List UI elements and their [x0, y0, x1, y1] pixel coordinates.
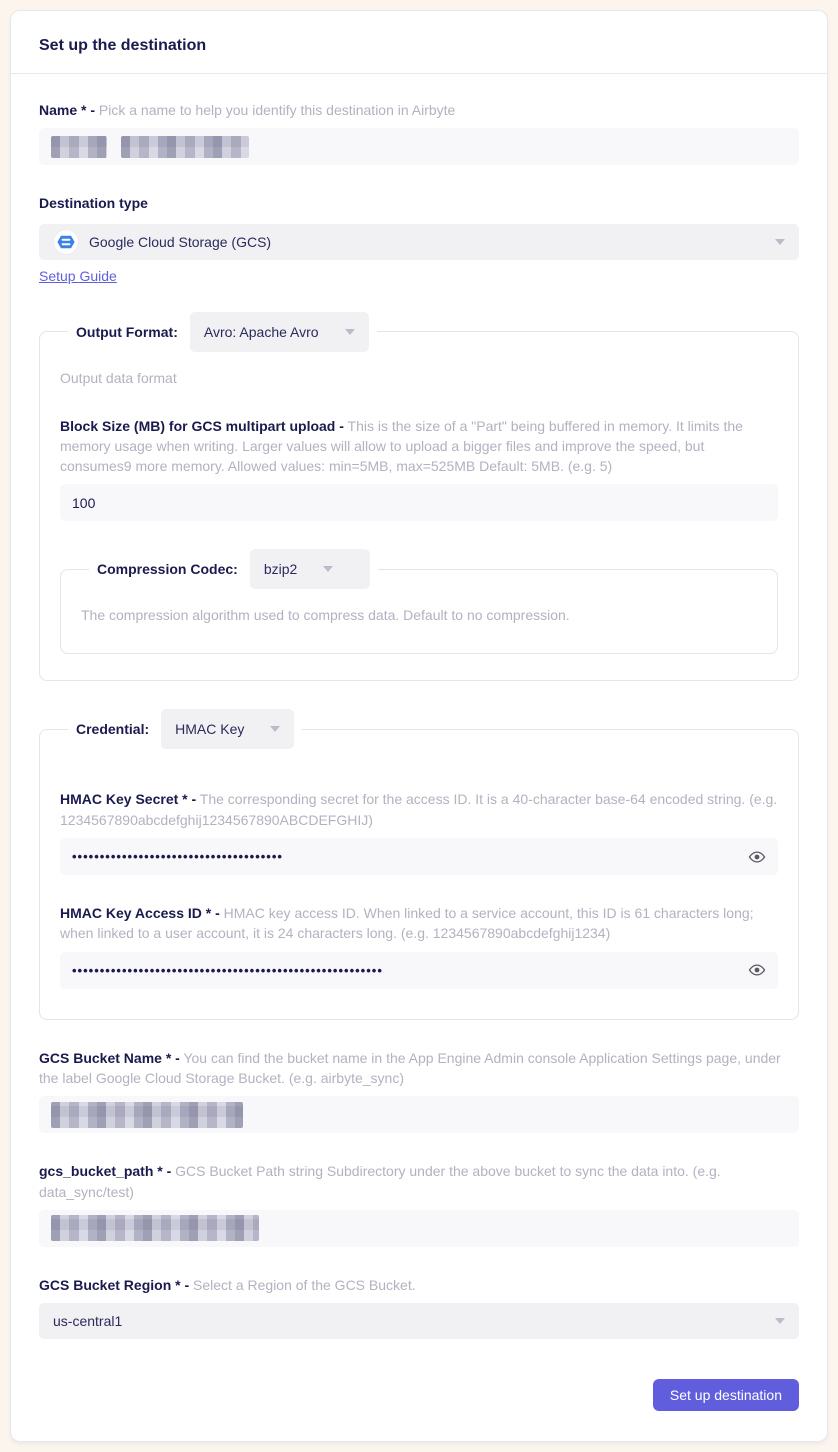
output-format-legend — [68, 312, 377, 352]
bucket-path-field-label — [39, 1161, 799, 1202]
name-input[interactable] — [39, 128, 799, 165]
bucket-region-description: Select a Region of the GCS Bucket. — [193, 1276, 416, 1293]
setup-destination-card — [10, 10, 828, 1442]
bucket-path-description: GCS Bucket Path string Subdirectory under the above bucket to sync the data into. (e.g. data_sync/test) — [39, 1163, 721, 1200]
chevron-down-icon — [775, 1318, 785, 1324]
eye-icon[interactable] — [748, 848, 766, 866]
bucket-region-select[interactable] — [39, 1303, 799, 1339]
compression-codec-select[interactable] — [250, 549, 370, 589]
bucket-name-input[interactable] — [39, 1096, 799, 1133]
redacted-name-value-1 — [51, 136, 107, 158]
bucket-name-description: You can find the bucket name in the App Engine Admin console Application Settings page, under the label Google Cloud Storage Bucket. (e.g. airbyte_sync) — [39, 1049, 781, 1086]
hmac-access-id-field-label — [60, 903, 778, 944]
chevron-down-icon — [323, 566, 333, 572]
compression-codec-fieldset — [60, 549, 778, 654]
redacted-bucket-path-value — [51, 1215, 259, 1241]
eye-icon[interactable] — [748, 961, 766, 979]
hmac-secret-masked-value: •••••••••••••••••••••••••••••••••••••• — [72, 849, 283, 865]
block-size-description: This is the size of a "Part" being buffered in memory. It limits the memory usage when writing. Larger values will allow to upload a bigger files and improve the speed, but consumes9 more memory. Allowed values: min=5MB, max=525MB Default: 5MB. (e.g. 5) — [60, 417, 743, 475]
compression-codec-legend — [89, 549, 378, 589]
hmac-secret-field-label — [60, 789, 778, 830]
card-header — [11, 11, 827, 74]
hmac-secret-input[interactable] — [60, 838, 778, 875]
credential-legend — [68, 709, 302, 749]
bucket-name-label: GCS Bucket Name * - — [39, 1049, 180, 1066]
compression-codec-value: bzip2 — [263, 561, 298, 578]
hmac-access-id-group — [60, 903, 778, 989]
hmac-access-id-label: HMAC Key Access ID * - — [60, 905, 220, 922]
bucket-region-value: us-central1 — [53, 1313, 123, 1330]
output-format-value: Avro: Apache Avro — [203, 323, 319, 340]
hmac-access-id-description: HMAC key access ID. When linked to a service account, this ID is 61 characters long; when linked to a user account, it is 24 characters long. (e.g. 1234567890abcdefghij1234) — [60, 905, 754, 942]
block-size-group — [60, 416, 778, 522]
hmac-access-id-input[interactable] — [60, 952, 778, 989]
name-label: Name * - — [39, 102, 96, 118]
block-size-label: Block Size (MB) for GCS multipart upload - — [60, 417, 344, 434]
gcs-logo-icon — [53, 229, 79, 255]
bucket-name-group — [39, 1048, 799, 1134]
bucket-name-field-label — [39, 1048, 799, 1089]
hmac-secret-group — [60, 789, 778, 875]
credential-value: HMAC Key — [175, 721, 245, 738]
bucket-region-field-label — [39, 1275, 799, 1295]
destination-type-select[interactable] — [39, 224, 799, 260]
block-size-field-label — [60, 416, 778, 477]
output-format-select[interactable] — [190, 312, 369, 352]
setup-destination-button[interactable]: Set up destination — [653, 1379, 799, 1411]
redacted-bucket-name-value — [51, 1102, 243, 1128]
bucket-path-label: gcs_bucket_path * - — [39, 1163, 172, 1180]
compression-codec-hint: The compression algorithm used to compress data. Default to no compression. — [81, 607, 570, 624]
output-format-fieldset — [39, 312, 799, 682]
hmac-secret-label: HMAC Key Secret * - — [60, 791, 197, 808]
bucket-region-group — [39, 1275, 799, 1339]
bucket-path-group — [39, 1161, 799, 1247]
name-field-group — [39, 100, 799, 165]
card-body — [11, 74, 827, 1441]
destination-type-group — [39, 193, 799, 283]
block-size-input[interactable] — [60, 484, 778, 521]
redacted-name-value-2 — [121, 136, 249, 158]
hmac-access-id-masked-value: •••••••••••••••••••••••••••••••••••••••••••••••••••••••• — [72, 962, 383, 978]
card-footer — [39, 1379, 799, 1411]
credential-label: Credential: — [76, 721, 150, 738]
output-format-label: Output Format: — [76, 323, 178, 340]
credential-fieldset — [39, 709, 799, 1019]
name-description: Pick a name to help you identify this destination in Airbyte — [98, 102, 456, 118]
hmac-secret-description: The corresponding secret for the access ID. It is a 40-character base-64 encoded string. (e.g. 1234567890abcdefghij1234567890ABCDEFGHIJ) — [60, 791, 778, 828]
name-field-label — [39, 100, 799, 120]
destination-type-value: Google Cloud Storage (GCS) — [89, 233, 272, 250]
destination-type-label: Destination type — [39, 195, 148, 212]
compression-codec-label: Compression Codec: — [97, 561, 238, 578]
bucket-path-input[interactable] — [39, 1210, 799, 1247]
bucket-region-label: GCS Bucket Region * - — [39, 1276, 190, 1293]
page-title: Set up the destination — [39, 37, 207, 54]
chevron-down-icon — [270, 726, 280, 732]
credential-select[interactable] — [161, 709, 294, 749]
chevron-down-icon — [345, 329, 355, 335]
chevron-down-icon — [775, 239, 785, 245]
setup-guide-link[interactable]: Setup Guide — [39, 267, 117, 284]
output-format-hint: Output data format — [60, 369, 177, 386]
